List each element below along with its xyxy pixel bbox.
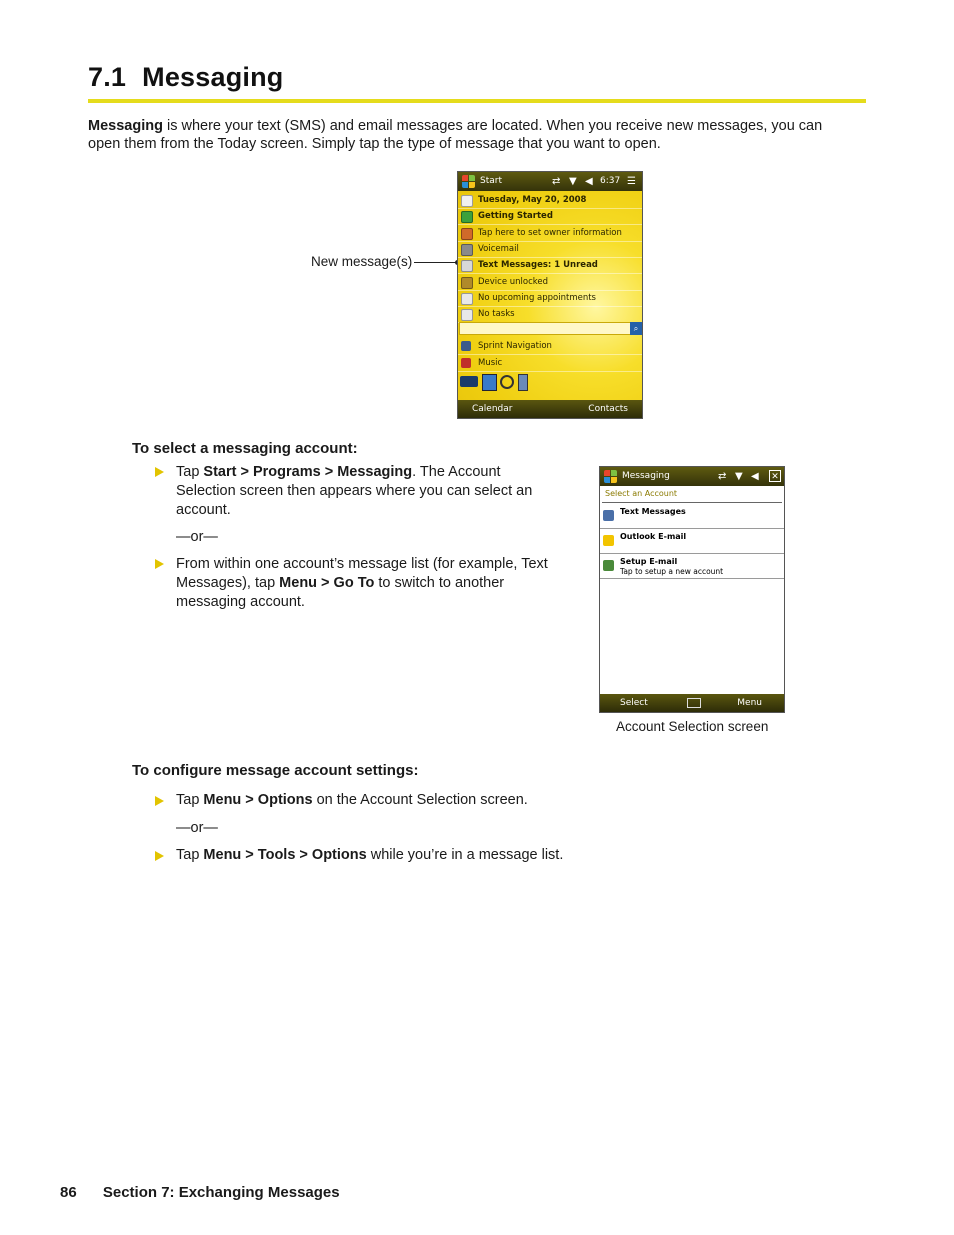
phone-icon[interactable] [482, 374, 497, 391]
outlook-icon [603, 535, 614, 546]
select-step-2 [176, 555, 556, 612]
today-item[interactable] [458, 306, 642, 323]
account-softkeys [600, 694, 784, 712]
today-item[interactable] [458, 274, 642, 291]
intro-term: Messaging [88, 118, 163, 134]
section-number: 7.1 [88, 62, 127, 92]
step-text: while you’re in a message list. [366, 847, 564, 863]
account-row[interactable] [600, 504, 784, 529]
connectivity-icon[interactable]: ⇄ [552, 176, 561, 187]
softkey-contacts[interactable]: Contacts [588, 404, 628, 414]
today-item-label: No tasks [478, 309, 515, 320]
messaging-titlebar [600, 467, 784, 486]
step-command: Menu > Options [203, 792, 313, 808]
today-link-label: Music [478, 357, 503, 368]
callout-line [414, 262, 458, 263]
clock-icon [461, 195, 473, 207]
section-heading [88, 62, 283, 93]
softkey-calendar[interactable]: Calendar [472, 404, 513, 414]
setup-email-icon [603, 560, 614, 571]
getting-started-icon [461, 211, 473, 223]
today-item[interactable] [458, 225, 642, 242]
account-label: Text Messages [620, 507, 686, 516]
speaker-icon[interactable]: ◀ [585, 176, 593, 187]
clock-time[interactable]: 6:37 [600, 176, 621, 186]
step-text: From within one account’s message list (for example, Text Messages), tap [176, 556, 548, 591]
today-titlebar [458, 172, 642, 191]
step-command: Start > Programs > Messaging [203, 464, 413, 480]
calendar-icon [461, 293, 473, 305]
search-field[interactable] [459, 322, 631, 335]
windows-start-icon[interactable] [462, 175, 475, 188]
softkey-menu[interactable]: Menu [737, 698, 762, 708]
today-item-label: No upcoming appointments [478, 292, 596, 303]
battery-icon[interactable] [460, 376, 478, 387]
wireless-icon[interactable] [500, 375, 514, 389]
search-icon[interactable]: ⌕ [630, 322, 642, 335]
text-messages-icon [603, 510, 614, 521]
callout-label: New message(s) [311, 254, 413, 269]
tasks-icon [461, 309, 473, 321]
bullet-icon [155, 796, 164, 806]
step-text: Tap [176, 847, 204, 863]
owner-icon [461, 228, 473, 240]
configure-step-2 [176, 846, 736, 865]
account-row[interactable] [600, 554, 784, 579]
voicemail-icon [461, 244, 473, 256]
account-sublabel: Tap to setup a new account [620, 567, 724, 576]
bullet-icon [155, 467, 164, 477]
account-row[interactable] [600, 529, 784, 554]
page-number: 86 [60, 1184, 77, 1201]
or-separator: —or— [176, 820, 218, 836]
music-icon [461, 358, 471, 368]
intro-text: is where your text (SMS) and email messages are located. When you receive new messages, you can open them from the Today screen. Simply tap the type of message that you want to open. [88, 118, 823, 152]
account-label: Outlook E-mail [620, 532, 687, 541]
select-account-heading: To select a messaging account: [132, 440, 358, 457]
quick-launch-bar [460, 374, 538, 390]
today-link[interactable] [458, 355, 642, 372]
configure-heading: To configure message account settings: [132, 762, 419, 779]
today-link[interactable] [458, 338, 642, 355]
bullet-icon [155, 559, 164, 569]
speaker-icon[interactable]: ◀ [751, 471, 759, 482]
today-item[interactable] [458, 241, 642, 258]
today-item-label: Tuesday, May 20, 2008 [478, 195, 587, 205]
today-item[interactable] [458, 208, 642, 225]
account-label: Setup E-mail [620, 557, 678, 566]
footer-section: Section 7: Exchanging Messages [102, 1184, 340, 1201]
today-item-label: Getting Started [478, 211, 553, 222]
section-title: Messaging [142, 62, 284, 92]
signal-icon[interactable]: ▼ [569, 176, 577, 187]
or-separator: —or— [176, 529, 218, 545]
step-command: Menu > Tools > Options [203, 847, 367, 863]
account-screen-caption: Account Selection screen [616, 719, 769, 734]
today-item[interactable] [458, 290, 642, 307]
step-text: . The Account Selection screen then appears where you can select an account. [176, 464, 533, 518]
signal-icon[interactable]: ▼ [735, 471, 743, 482]
today-softkeys [458, 400, 642, 418]
softkey-select[interactable]: Select [620, 698, 648, 708]
connectivity-icon[interactable]: ⇄ [718, 471, 727, 482]
windows-start-icon[interactable] [604, 470, 617, 483]
today-screen [457, 171, 643, 419]
heading-rule [88, 99, 866, 103]
today-item-label: Voicemail [478, 243, 519, 254]
close-icon[interactable]: ✕ [769, 470, 781, 482]
intro-paragraph [88, 117, 858, 153]
page-footer [60, 1184, 340, 1201]
menu-lines-icon[interactable]: ☰ [627, 176, 636, 187]
navigation-icon [461, 341, 471, 351]
today-item-label: Device unlocked [478, 276, 549, 287]
step-text: on the Account Selection screen. [312, 792, 528, 808]
step-text: to switch to another messaging account. [176, 575, 505, 610]
step-command: Menu > Go To [279, 575, 375, 591]
step-text: Tap [176, 464, 204, 480]
keyboard-icon[interactable] [687, 698, 701, 708]
today-item-label: Text Messages: 1 Unread [478, 260, 598, 271]
today-item[interactable] [458, 192, 642, 209]
today-item-label: Tap here to set owner information [478, 227, 622, 238]
today-item[interactable] [458, 257, 642, 274]
account-selection-screen [599, 466, 785, 713]
bullet-icon [155, 851, 164, 861]
envelope-icon [461, 260, 473, 272]
configure-step-1 [176, 791, 736, 810]
lock-icon [461, 277, 473, 289]
today-link-label: Sprint Navigation [478, 341, 552, 351]
today-title[interactable]: Start [480, 176, 502, 186]
device-icon[interactable] [518, 374, 528, 391]
step-text: Tap [176, 792, 204, 808]
select-step-1 [176, 463, 556, 520]
messaging-title[interactable]: Messaging [622, 471, 670, 481]
header-divider [602, 502, 782, 503]
select-account-header: Select an Account [605, 489, 678, 498]
